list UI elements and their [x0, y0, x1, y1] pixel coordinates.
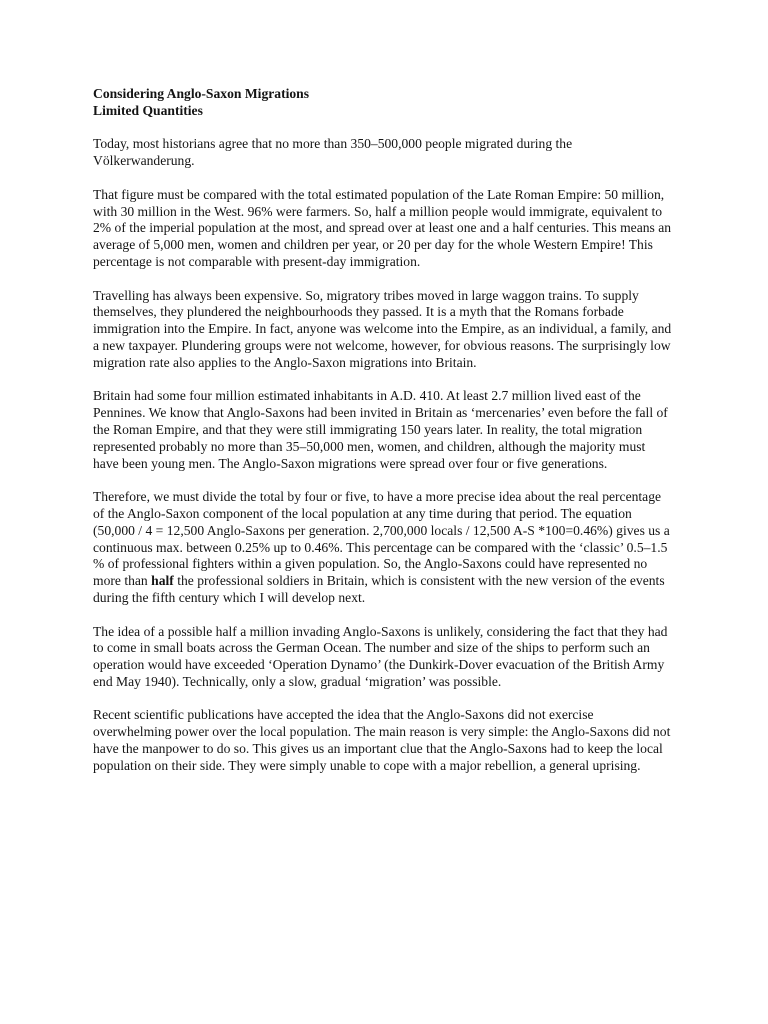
paragraph-4: Britain had some four million estimated inhabitants in A.D. 410. At least 2.7 million lived east of the Pennines. We know that Anglo-Saxons had been invited in Britain as ‘mercenaries’ even before the fall of the Roman Empire, and that they were still immigrating 150 years later. In reality, the total migration represented probably no more than 35–50,000 men, women, and children, although the majority must have been young men. The Anglo-Saxon migrations were spread over four or five generations.: [93, 388, 668, 471]
paragraph-5-text-after: the professional soldiers in Britain, which is consistent with the new version of the events during the fifth century which I will develop next.: [93, 573, 665, 605]
paragraph-5-text-before: Therefore, we must divide the total by four or five, to have a more precise idea about the real percentage of the Anglo-Saxon component of the local population at any time during that period. The equation (50,000 / 4 = 12,500 Anglo-Saxons per generation. 2,700,000 locals / 12,500 A-S *100=0.46%) gives us a continuous max. between 0.25% up to 0.46%. This percentage can be compared with the ‘classic’ 0.5–1.5 % of professional fighters within a given population. So, the Anglo-Saxons could have represented no more than: [93, 489, 670, 589]
document-title: Considering Anglo-Saxon Migrations: [93, 86, 310, 101]
paragraph-2: That figure must be compared with the total estimated population of the Late Roman Empire: 50 million, with 30 million in the West. 96% were farmers. So, half a million people would immigrate, equivalent to 2% of the imperial population at the most, and spread over at least one and a half centuries. This means an average of 5,000 men, women and children per year, or 20 per day for the whole Western Empire! This percentage is not comparable with present-day immigration.: [93, 186, 672, 269]
document-page: [93, 86, 673, 775]
document-subtitle: Limited Quantities: [93, 102, 203, 118]
paragraph-1: Today, most historians agree that no more than 350–500,000 people migrated during the Völkerwanderung.: [93, 136, 573, 169]
paragraph-6: The idea of a possible half a million invading Anglo-Saxons is unlikely, considering the fact that they had to come in small boats across the German Ocean. The number and size of the ships to perform such an operation would have exceeded ‘Operation Dynamo’ (the Dunkirk-Dover evacuation of the British Army end May 1940). Technically, only a slow, gradual ‘migration’ was possible.: [93, 623, 668, 689]
paragraph-5-bold-text: half: [151, 573, 174, 589]
paragraph-7: Recent scientific publications have accepted the idea that the Anglo-Saxons did not exercise overwhelming power over the local population. The main reason is very simple: the Anglo-Saxons did not have the manpower to do so. This gives us an important clue that the Anglo-Saxons had to keep the local population on their side. They were simply unable to cope with a major rebellion, a general uprising.: [93, 707, 671, 773]
paragraph-5: [93, 489, 673, 607]
paragraph-3: Travelling has always been expensive. So, migratory tribes moved in large waggon trains. To supply themselves, they plundered the neighbourhoods they passed. It is a myth that the Romans forbade immigration into the Empire. In fact, anyone was welcome into the Empire, as an individual, a family, and a new taxpayer. Plundering groups were not welcome, however, for obvious reasons. The surprisingly low migration rate also applies to the Anglo-Saxon migrations into Britain.: [93, 287, 672, 370]
